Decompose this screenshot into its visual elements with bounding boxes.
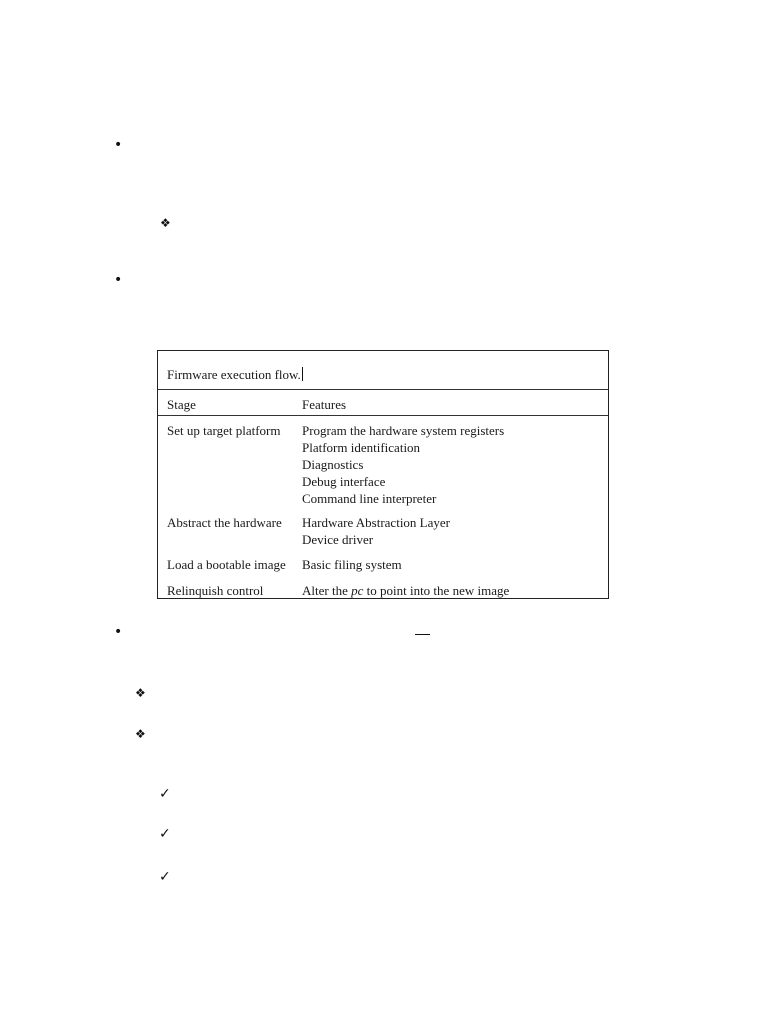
table-rule-header [158, 415, 608, 416]
check-mark-2: ✓ [159, 826, 171, 842]
row-2-feature-1: Hardware Abstraction Layer [302, 515, 450, 530]
row-2-feature-2: Device driver [302, 532, 374, 547]
row-1-feature-1: Program the hardware system registers [302, 423, 505, 438]
row-2-features [302, 514, 450, 548]
table-caption [167, 367, 303, 383]
bullet-diamond-3: ❖ [135, 727, 146, 741]
header-stage: Stage [167, 397, 196, 412]
bullet-dot-1: • [114, 137, 123, 153]
header-features: Features [302, 397, 347, 412]
row-1-feature-5: Command line interpreter [302, 491, 437, 506]
row-3-features [302, 556, 402, 573]
row-1-feature-2: Platform identification [302, 440, 421, 455]
firmware-execution-table [157, 350, 609, 599]
row-4-feature-before: Alter the [302, 583, 352, 598]
row-4-feature-after: to point into the new image [363, 583, 510, 598]
row-3-feature-1: Basic filing system [302, 557, 402, 572]
row-1-stage: Set up target platform [167, 423, 281, 438]
row-2-stage: Abstract the hardware [167, 515, 282, 530]
row-1-features [302, 422, 504, 507]
row-1-feature-4: Debug interface [302, 474, 386, 489]
bullet-diamond-2: ❖ [135, 686, 146, 700]
table-caption-text: Firmware execution flow. [167, 367, 301, 382]
row-1-feature-3: Diagnostics [302, 457, 364, 472]
row-4-stage: Relinquish control [167, 583, 264, 598]
underline-mark [415, 634, 430, 635]
bullet-dot-3: • [114, 624, 123, 640]
row-4-feature-italic: pc [351, 583, 364, 598]
row-4-features [302, 582, 509, 599]
bullet-dot-2: • [114, 272, 123, 288]
bullet-diamond-1: ❖ [160, 216, 171, 230]
check-mark-3: ✓ [159, 869, 171, 885]
text-cursor [302, 367, 303, 381]
row-3-stage: Load a bootable image [167, 557, 286, 572]
table-rule-top [158, 389, 608, 390]
check-mark-1: ✓ [159, 786, 171, 802]
